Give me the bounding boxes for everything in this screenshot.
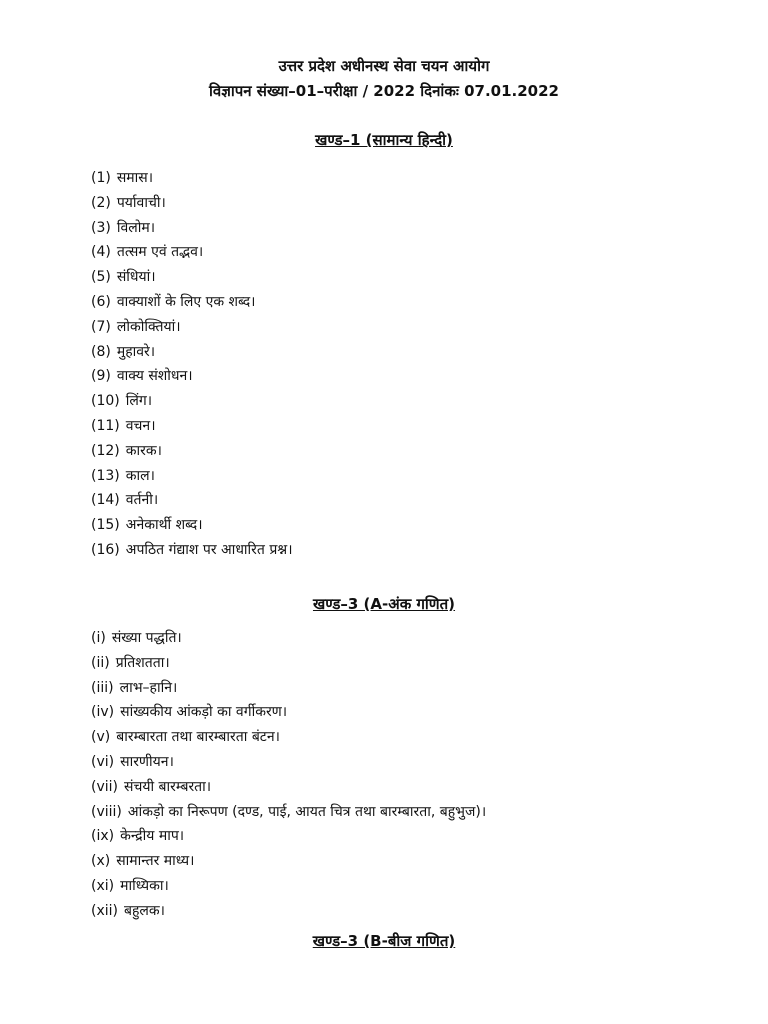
- topic-list-arithmetic: [91, 626, 486, 924]
- item-number: (9): [91, 368, 111, 385]
- item-number: (iii): [91, 679, 114, 696]
- item-number: (1): [91, 170, 111, 186]
- list-item: [91, 750, 486, 775]
- item-number: (iv): [91, 704, 115, 721]
- list-item: [91, 389, 293, 414]
- topic-list-hindi: [91, 166, 293, 563]
- item-text: लाभ–हानि।: [119, 679, 178, 696]
- list-item: [91, 340, 293, 365]
- list-item: [91, 725, 486, 750]
- item-text: प्रतिशतता।: [115, 654, 170, 671]
- item-number: (2): [91, 194, 111, 211]
- item-text: संख्या पद्धति।: [111, 630, 182, 646]
- item-text: विलोम।: [116, 219, 156, 236]
- list-item: [91, 676, 486, 701]
- list-item: [91, 899, 486, 924]
- item-number: (13): [91, 467, 120, 484]
- item-number: (xii): [91, 902, 118, 919]
- item-number: (i): [91, 630, 106, 646]
- item-number: (12): [91, 442, 120, 459]
- list-item: [91, 538, 293, 563]
- item-number: (10): [91, 393, 120, 410]
- item-number: (8): [91, 343, 111, 360]
- item-text: आंकड़ो का निरूपण (दण्ड, पाई, आयत चित्र तथा बारम्बारता, बहुभुज)।: [127, 803, 487, 820]
- item-text: अनेकार्थी शब्द।: [125, 517, 203, 534]
- section-title-arithmetic: खण्ड–3 (A-अंक गणित): [312, 595, 456, 613]
- list-item: [91, 488, 293, 513]
- item-text: बहुलक।: [124, 902, 165, 919]
- item-number: (ix): [91, 828, 115, 845]
- item-text: मुहावरे।: [116, 343, 156, 360]
- list-item: [91, 265, 293, 290]
- list-item: [91, 700, 486, 725]
- list-item: [91, 166, 293, 191]
- list-item: [91, 800, 486, 825]
- list-item: [91, 513, 293, 538]
- advertisement-line: विज्ञापन संख्या–01–परीक्षा / 2022 दिनांकः 07.01.2022: [209, 82, 559, 100]
- section-title-algebra: खण्ड–3 (B-बीज गणित): [312, 932, 456, 950]
- item-number: (5): [91, 269, 111, 286]
- item-text: संधियां।: [116, 269, 156, 286]
- item-number: (14): [91, 492, 120, 509]
- item-number: (vii): [91, 778, 118, 795]
- item-text: लिंग।: [125, 393, 153, 410]
- item-number: (15): [91, 517, 120, 534]
- item-text: वाक्याशों के लिए एक शब्द।: [116, 293, 256, 310]
- item-number: (4): [91, 244, 111, 261]
- list-item: [91, 240, 293, 265]
- item-number: (ii): [91, 654, 110, 671]
- item-number: (viii): [91, 803, 122, 820]
- item-text: केन्द्रीय माप।: [120, 828, 185, 845]
- list-item: [91, 216, 293, 241]
- list-item: [91, 775, 486, 800]
- item-text: पर्यावाची।: [116, 194, 166, 211]
- item-text: कारक।: [125, 442, 162, 459]
- section-title-hindi: खण्ड–1 (सामान्य हिन्दी): [315, 131, 453, 149]
- item-text: समास।: [116, 170, 154, 186]
- list-item: [91, 191, 293, 216]
- item-number: (3): [91, 219, 111, 236]
- item-number: (16): [91, 541, 120, 558]
- item-number: (v): [91, 729, 111, 746]
- list-item: [91, 849, 486, 874]
- item-text: माध्यिका।: [120, 877, 169, 894]
- item-number: (7): [91, 318, 111, 335]
- item-number: (11): [91, 417, 120, 434]
- list-item: [91, 651, 486, 676]
- list-item: [91, 626, 486, 651]
- item-text: लोकोक्तियां।: [116, 318, 181, 335]
- header-title: उत्तर प्रदेश अधीनस्थ सेवा चयन आयोग: [278, 57, 490, 75]
- list-item: [91, 464, 293, 489]
- list-item: [91, 874, 486, 899]
- item-text: सामान्तर माध्य।: [116, 853, 195, 870]
- item-text: काल।: [125, 467, 155, 484]
- list-item: [91, 315, 293, 340]
- item-text: संचयी बारम्बरता।: [124, 778, 212, 795]
- item-text: बारम्बारता तथा बारम्बारता बंटन।: [116, 729, 280, 746]
- list-item: [91, 824, 486, 849]
- item-text: वचन।: [125, 417, 156, 434]
- list-item: [91, 439, 293, 464]
- list-item: [91, 414, 293, 439]
- item-number: (vi): [91, 753, 115, 770]
- item-text: सांख्यकीय आंकड़ो का वर्गीकरण।: [120, 704, 288, 721]
- item-text: अपठित गंद्याश पर आधारित प्रश्न।: [125, 541, 293, 558]
- list-item: [91, 290, 293, 315]
- item-text: वाक्य संशोधन।: [116, 368, 193, 385]
- item-text: तत्सम एवं तद्भव।: [116, 244, 204, 261]
- item-text: वर्तनी।: [125, 492, 159, 509]
- item-text: सारणीयन।: [120, 753, 174, 770]
- item-number: (xi): [91, 877, 115, 894]
- item-number: (6): [91, 293, 111, 310]
- item-number: (x): [91, 853, 111, 870]
- list-item: [91, 364, 293, 389]
